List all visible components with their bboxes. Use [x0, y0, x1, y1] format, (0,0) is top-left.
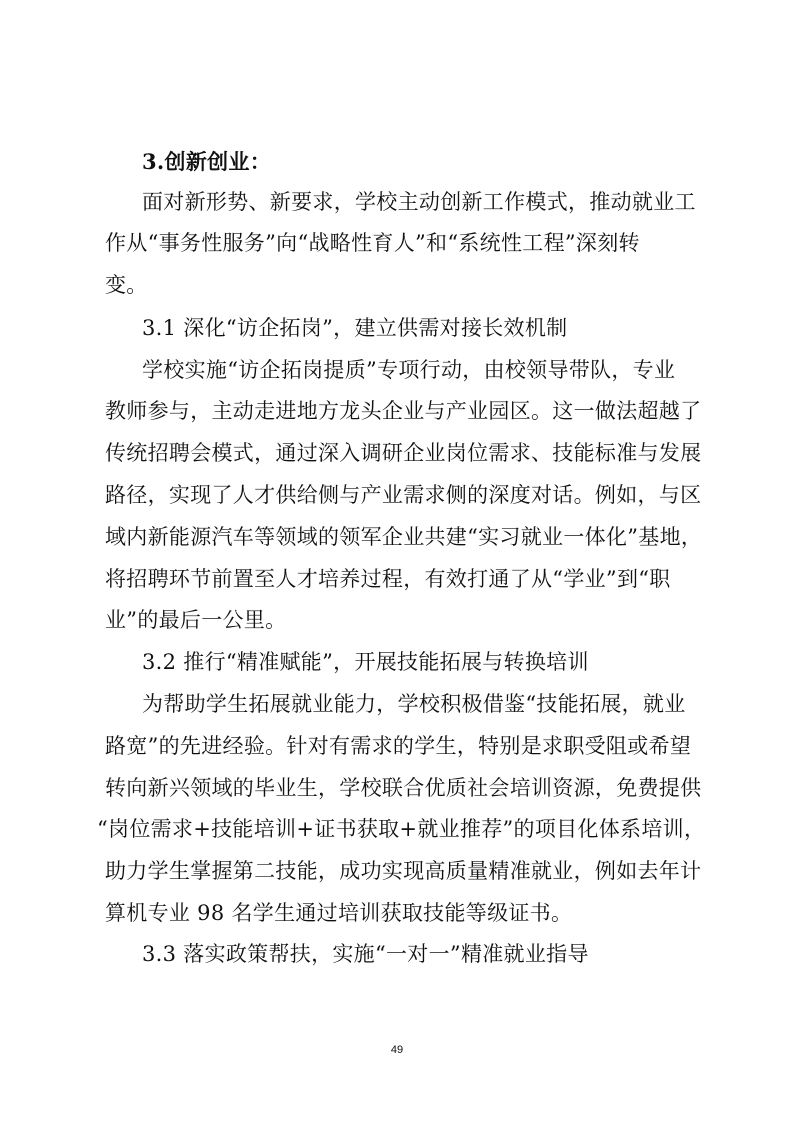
paragraph-line: “岗位需求+技能培训+证书获取+就业推荐”的项目化体系培训，: [97, 817, 706, 841]
paragraph-line: 变。: [105, 273, 148, 297]
subsection-heading: 3.3 落实政策帮扶，实施“一对一”精准就业指导: [142, 942, 589, 966]
paragraph-line: 作从“事务性服务”向“战略性育人”和“系统性工程”深刻转: [105, 231, 640, 255]
page-number: 49: [390, 1044, 404, 1056]
paragraph-line: 面对新形势、新要求，学校主动创新工作模式，推动就业工: [142, 190, 696, 214]
paragraph-line: 业”的最后一公里。: [105, 608, 287, 632]
paragraph-line: 学校实施“访企拓岗提质”专项行动，由校领导带队，专业: [142, 358, 676, 382]
section-heading: 3.创新创业：: [142, 149, 272, 174]
paragraph-line: 算机专业 98 名学生通过培训获取技能等级证书。: [105, 901, 573, 925]
paragraph-line: 转向新兴领域的毕业生，学校联合优质社会培训资源，免费提供: [105, 776, 702, 800]
paragraph-line: 路宽”的先进经验。针对有需求的学生，特别是求职受阻或希望: [105, 734, 692, 758]
paragraph-line: 助力学生掌握第二技能，成功实现高质量精准就业，例如去年计: [105, 859, 702, 883]
paragraph-line: 路径，实现了人才供给侧与产业需求侧的深度对话。例如，与区: [105, 483, 702, 507]
paragraph-line: 教师参与，主动走进地方龙头企业与产业园区。这一做法超越了: [105, 399, 702, 423]
subsection-heading: 3.2 推行“精准赋能”，开展技能拓展与转换培训: [142, 650, 589, 674]
subsection-heading: 3.1 深化“访企拓岗”，建立供需对接长效机制: [142, 316, 568, 340]
paragraph-line: 域内新能源汽车等领域的领军企业共建“实习就业一体化”基地，: [105, 525, 703, 549]
paragraph-line: 为帮助学生拓展就业能力，学校积极借鉴“技能拓展，就业: [142, 692, 686, 716]
paragraph-line: 传统招聘会模式，通过深入调研企业岗位需求、技能标准与发展: [105, 441, 702, 465]
paragraph-line: 将招聘环节前置至人才培养过程，有效打通了从“学业”到“职: [105, 567, 671, 591]
